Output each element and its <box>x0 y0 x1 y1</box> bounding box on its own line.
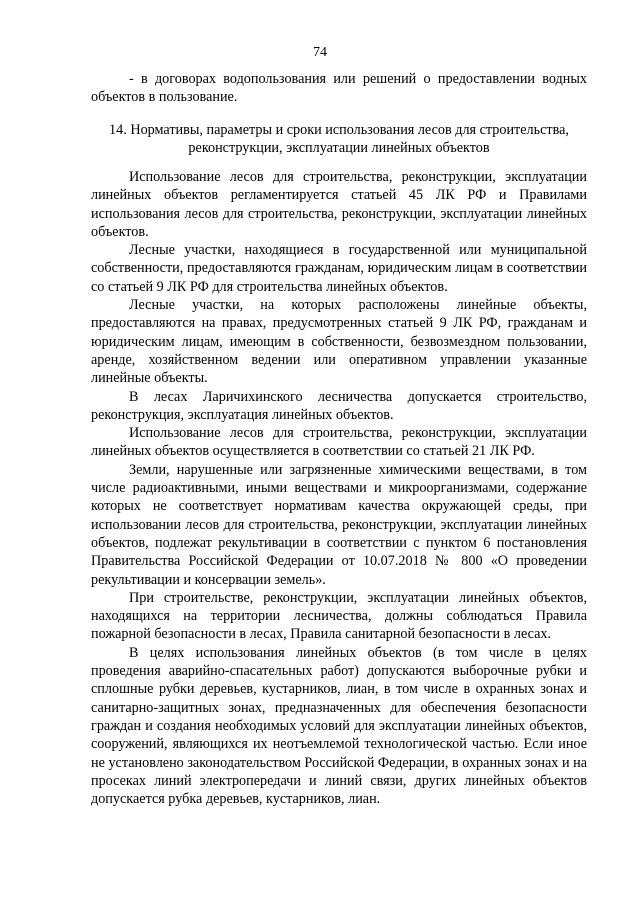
page-number: 74 <box>313 45 327 60</box>
intro-paragraph: - в договорах водопользования или решений о предоставлении водных объектов в пользование. <box>91 71 587 106</box>
paragraph-construction-regulation: Использование лесов для строительства, реконструкции, эксплуатации линейных объектов регламентируется статьей 45 ЛК РФ и Правилами использования лесов для строительства, реконструкции, эксплуатации линейных объектов. <box>91 169 587 240</box>
section-heading: 14. Нормативы, параметры и сроки использования лесов для строительства, реконструкции, эксплуатации линейных объектов <box>109 122 569 157</box>
section-body <box>91 168 587 808</box>
paragraph-land-recultivation: Земли, нарушенные или загрязненные химическими веществами, в том числе радиоактивными, иными веществами и микроорганизмами, содержание которых не соответствует нормативам качества окружающей среды, при использовании лесов для строительства, реконструкции, эксплуатации линейных объектов, подлежат рекультивации в соответствии с пунктом 6 постановления Правительства Российской Федерации от 10.07.2018 № 800 «О проведении рекультивации и консервации земель». <box>91 461 587 588</box>
paragraph-forestry-permission: В лесах Ларичихинского лесничества допускается строительство, реконструкция, эксплуатация линейных объектов. <box>91 388 587 423</box>
paragraph-state-land-provision: Лесные участки, находящиеся в государственной или муниципальной собственности, предоставляются гражданам, юридическим лицам в соответствии со статьей 9 ЛК РФ для строительства линейных объектов. <box>91 242 587 295</box>
paragraph-safety-rules: При строительстве, реконструкции, эксплуатации линейных объектов, находящихся на территории лесничества, должны соблюдаться Правила пожарной безопасности в лесах, Правила санитарной безопасности в лесах. <box>91 589 587 643</box>
paragraph-tree-felling: В целях использования линейных объектов (в том числе в целях проведения аварийно-спасательных работ) допускаются выборочные рубки и сплошные рубки деревьев, кустарников, лиан, в том числе в охранных зонах и санитарно-защитных зонах, предназначенных для обеспечения безопасности граждан и создания необходимых условий для эксплуатации линейных объектов, сооружений, являющихся их неотъемлемой технологической частью. Если иное не установлено законодательством Российской Федерации, в охранных зонах и на просеках линий электропередачи и линий связи, других линейных объектов допускается рубка деревьев, кустарников, лиан. <box>91 644 587 808</box>
intro-block <box>91 70 587 107</box>
paragraph-linear-object-rights: Лесные участки, на которых расположены линейные объекты, предоставляются на правах, предусмотренных статьей 9 ЛК РФ, гражданам и юридическим лицам, имеющим в собственности, безвозмездном пользовании, аренде, хозяйственном ведении или оперативном управлении указанные линейные объекты. <box>91 297 587 387</box>
paragraph-article-21: Использование лесов для строительства, реконструкции, эксплуатации линейных объектов осуществляется в соответствии со статьей 21 ЛК РФ. <box>91 425 587 460</box>
